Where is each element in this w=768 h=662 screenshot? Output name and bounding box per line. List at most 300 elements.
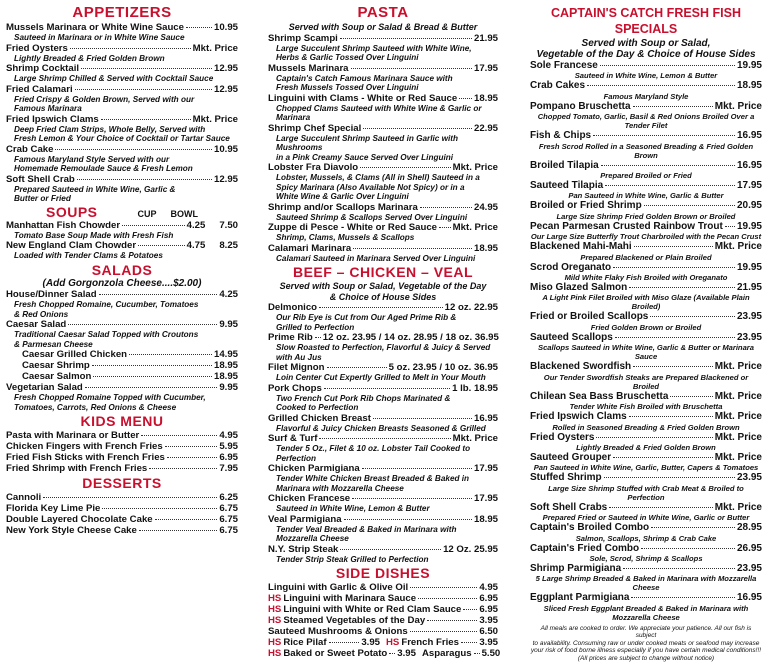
item-price: 16.95 (473, 412, 498, 424)
item-price: 4.95 (479, 582, 498, 593)
item-price: 28.95 (736, 522, 762, 534)
item-price: 23.95 (736, 562, 762, 574)
menu-item (6, 22, 238, 33)
item-description: Mild White Flaky Fish Broiled with Oreganato (564, 273, 728, 283)
fish-item (530, 80, 762, 91)
item-price: Mkt. Price (192, 113, 238, 125)
item-name: House/Dinner Salad (6, 289, 97, 300)
item-description: Sole, Scrod, Shrimp & Scallops (589, 553, 703, 563)
item-price: 7.95 (219, 463, 238, 474)
cup-label: CUP (137, 208, 157, 219)
item-price: 4.25 (219, 289, 238, 300)
dot-leader (344, 519, 472, 520)
item-description: Homemade Remoulade Sauce & Fresh Lemon (14, 164, 193, 173)
item-price: 10.95 (213, 22, 238, 33)
item-price: 6.75 (219, 525, 238, 536)
salad-item (6, 382, 238, 393)
pasta-item (268, 222, 498, 233)
soup-item (6, 220, 238, 231)
entree-item (268, 433, 498, 444)
item-name: Soft Shell Crab (6, 173, 75, 185)
dessert-item (6, 525, 238, 536)
item-price: 3.95 (479, 615, 498, 626)
kids-item (6, 463, 238, 474)
desserts-list (6, 492, 238, 536)
item-description: Chopped Tomato, Garlic, Basil & Red Onions Broiled Over a Tender Filet (537, 112, 755, 131)
item-name: Shrimp and/or Scallops Marinara (268, 201, 418, 213)
item-description: Slow Roasted to Perfection, Flavorful & Juicy & Served with Au Jus (276, 343, 491, 362)
fish-item (530, 391, 762, 402)
item-price: 18.95 (213, 360, 238, 371)
soups-title: SOUPS (45, 203, 98, 220)
pasta-title: PASTA (357, 4, 409, 21)
menu-item (6, 114, 238, 125)
item-description: Large Size Shrimp Fried Golden Brown or Broiled (556, 211, 736, 221)
column-middle (268, 4, 501, 659)
dot-leader (122, 225, 185, 226)
item-description: Lobster, Mussels, & Clams (All in Shell) Sauteed in a (276, 173, 480, 182)
item-price: 17.95 (736, 180, 762, 192)
item-name: Fried Oysters (6, 42, 68, 54)
item-price: Mkt. Price (714, 411, 762, 423)
column-left (6, 4, 238, 536)
menu-item (6, 144, 238, 155)
item-name: Linguini with Marinara Sauce (283, 593, 417, 604)
item-description: Sauteed in Marinara or in White Wine Sauce (14, 33, 185, 42)
item-price: 6.25 (219, 492, 238, 503)
item-description: Calamari Sauteed in Marinara Served Over Linguini (276, 253, 476, 263)
item-description: Famous Maryland Style Served with our (14, 154, 170, 164)
item-price: 21.95 (473, 32, 498, 44)
item-price: 12 oz. 23.95 / 14 oz. 28.95 / 18 oz. 36.95 (322, 332, 499, 343)
item-name: Chilean Sea Bass Bruschetta (530, 390, 669, 402)
fish-item (530, 311, 762, 322)
item-price: 12 Oz. 25.95 (443, 543, 498, 555)
item-price: 10.95 (213, 143, 238, 155)
item-name: Pompano Bruschetta (530, 100, 631, 112)
fish-item (530, 332, 762, 343)
item-name: Caesar Salad (6, 319, 67, 330)
item-description: Prepared Broiled or Fried (600, 171, 692, 181)
dot-leader (141, 435, 217, 436)
dot-leader (410, 631, 478, 632)
item-price: 16.95 (736, 130, 762, 142)
footnote-line: to availability. Consuming raw or under cooked meats or seafood may increase (532, 639, 760, 647)
item-name: Stuffed Shrimp (530, 472, 602, 484)
dot-leader (353, 248, 472, 249)
bowl-price: 7.50 (219, 219, 238, 231)
dot-leader (373, 418, 472, 419)
fish-item (530, 543, 762, 554)
footnote-line: your risk of food borne illness especially if you have certain medical conditions!!! (530, 647, 762, 655)
item-description: Fresh Lemon & Your Choice of Cocktail or Tartar Sauce (14, 134, 230, 143)
item-description: White Wine & Garlic Over Linguini (276, 192, 409, 201)
item-description: Fresh Chopped Romaine, Cucumber, Tomatoes (14, 300, 199, 309)
side-item (268, 615, 498, 626)
item-name: Eggplant Parmigiana (530, 592, 630, 604)
item-price: Mkt. Price (714, 390, 762, 402)
item-price: 19.95 (736, 220, 762, 232)
dot-leader (615, 337, 735, 338)
fish-item (530, 282, 762, 293)
dessert-item (6, 503, 238, 514)
item-description: Large Succulent Shrimp Sauteed with White Wine, (276, 43, 472, 53)
item-name: Linguini with White or Red Clam Sauce (283, 604, 462, 615)
side-item (386, 637, 498, 648)
footnote-line: (All prices are subject to change without notice) (577, 654, 715, 662)
item-name: Pork Chops (268, 382, 322, 394)
item-name: Miso Glazed Salmon (530, 282, 628, 294)
captain-list (530, 60, 762, 622)
dot-leader (319, 307, 443, 308)
kids-item (6, 430, 238, 441)
item-price: 4.95 (219, 430, 238, 441)
item-name: Blackened Swordfish (530, 361, 632, 373)
item-price: 14.95 (213, 349, 238, 360)
fish-item (530, 101, 762, 112)
entree-item (268, 463, 498, 474)
cup-price: 4.25 (186, 219, 206, 231)
item-name: N.Y. Strip Steak (268, 543, 339, 555)
dot-leader (613, 267, 735, 268)
beef-title: BEEF – CHICKEN – VEAL (292, 264, 474, 280)
item-name: Sauteed Mushrooms & Onions (268, 626, 408, 637)
item-name: Scrod Oreganato (530, 261, 612, 273)
item-description: Sauteed in White Wine, Lemon & Butter (574, 71, 718, 81)
dot-leader (99, 294, 218, 295)
item-name: Cannoli (6, 492, 42, 503)
item-description: Famous Maryland Style (603, 91, 689, 101)
entree-item (268, 383, 498, 394)
salad-item (6, 319, 238, 330)
item-price: Mkt. Price (714, 100, 762, 112)
item-name: Broiled Tilapia (530, 159, 599, 171)
dot-leader (633, 366, 713, 367)
cup-price: 4.75 (186, 240, 206, 251)
dot-leader (340, 38, 472, 39)
beef-subtitle-1: Served with Soup or Salad, Vegetable of the Day (279, 281, 487, 291)
dot-leader (604, 477, 735, 478)
item-description: Pan Sauteed in White Wine, Garlic, Butter, Capers & Tomatoes (533, 463, 759, 473)
dot-leader (670, 396, 712, 397)
house-side-mark: HS (386, 637, 400, 648)
dot-leader (351, 68, 472, 69)
dot-leader (352, 498, 472, 499)
item-name: Caesar Salmon (22, 371, 92, 382)
item-description: Butter or Fried (14, 194, 71, 203)
dot-leader (138, 245, 185, 246)
item-description: Tomato Base Soup Made with Fresh Fish (14, 230, 174, 240)
item-description: A Light Pink Filet Broiled with Miso Glaze (Available Plain Broiled) (542, 293, 750, 312)
item-description: Mozzarella Cheese (276, 534, 349, 543)
item-price: 17.95 (473, 62, 498, 74)
item-description: Large Shrimp Chilled & Served with Cocktail Sauce (14, 74, 214, 83)
dot-leader (631, 597, 735, 598)
item-name: Grilled Chicken Breast (268, 412, 371, 424)
dot-leader (319, 438, 450, 439)
dot-leader (596, 437, 712, 438)
item-name: Fish & Chips (530, 130, 592, 142)
house-side-mark: HS (268, 615, 282, 626)
entree-item (268, 302, 498, 313)
dot-leader (55, 149, 212, 150)
item-name: Crab Cakes (530, 80, 586, 92)
captain-subtitle-1: Served with Soup or Salad, (581, 38, 711, 49)
dot-leader (427, 620, 477, 621)
dot-leader (650, 316, 735, 317)
item-price: 23.95 (736, 331, 762, 343)
house-side-mark: HS (268, 637, 282, 648)
item-price: 24.95 (473, 201, 498, 213)
dot-leader (149, 468, 217, 469)
item-description: Our Rib Eye is Cut from Our Aged Prime Rib & (276, 313, 457, 322)
item-description: Sliced Fresh Eggplant Breaded & Baked in Marinara with Mozzarella Cheese (543, 603, 749, 622)
item-description: Our Tender Swordfish Steaks are Prepared Blackened or Broiled (543, 372, 749, 391)
fish-item (530, 60, 762, 71)
dot-leader (420, 207, 472, 208)
dot-leader (461, 642, 477, 643)
dot-leader (633, 106, 713, 107)
item-name: Vegetarian Salad (6, 382, 83, 393)
item-price: 12.95 (213, 173, 238, 185)
item-price: 5 oz. 23.95 / 10 oz. 36.95 (388, 362, 498, 373)
dot-leader (644, 205, 735, 206)
item-description: Fresh Mussels Tossed Over Linguini (276, 83, 419, 92)
item-description: Tomatoes, Carrots, Red Onions & Cheese (14, 402, 177, 412)
dot-leader (459, 98, 472, 99)
item-price: 20.95 (736, 200, 762, 212)
item-name: Lobster Fra Diavolo (268, 162, 359, 173)
dot-leader (623, 568, 735, 569)
side-item (268, 626, 498, 637)
item-price: Mkt. Price (714, 361, 762, 373)
item-description: Fried Crispy & Golden Brown, Served with our (14, 94, 195, 104)
pasta-item (268, 202, 498, 213)
item-description: Spicy Marinara (Also Available Not Spicy) or in a (276, 182, 465, 192)
item-name: New York Style Cheese Cake (6, 525, 137, 536)
fish-item (530, 361, 762, 372)
item-name: Prime Rib (268, 332, 313, 343)
item-name: Chicken Fingers with French Fries (6, 441, 163, 452)
item-name: Sauteed Grouper (530, 451, 612, 463)
item-name: Chicken Francese (268, 493, 351, 504)
appetizers-list (6, 22, 238, 204)
item-price: 19.95 (736, 261, 762, 273)
item-price: 3.95 (479, 637, 498, 648)
pasta-item (268, 162, 498, 173)
item-description: Traditional Caesar Salad Topped with Croutons (14, 330, 199, 339)
fish-item (530, 411, 762, 422)
item-description: Flavorful & Juicy Chicken Breasts Seasoned & Grilled (276, 423, 486, 433)
dot-leader (327, 367, 387, 368)
item-description: & Red Onions (14, 309, 69, 319)
item-name: Filet Mignon (268, 362, 325, 373)
dot-leader (474, 653, 480, 654)
item-price: Mkt. Price (714, 431, 762, 443)
item-price: Mkt. Price (714, 241, 762, 253)
pasta-item (268, 243, 498, 254)
item-name: Sauteed Tilapia (530, 180, 604, 192)
footnote-line: All meals are cooked to order. We appreciate your patience. All our fish is subject (540, 624, 752, 640)
item-name: Linguini with Clams - White or Red Sauce (268, 92, 458, 104)
item-price: 6.50 (479, 626, 498, 637)
beef-list (268, 302, 498, 564)
item-description: Tender White Chicken Breast Breaded & Baked in (276, 474, 470, 483)
item-description: Fresh Scrod Rolled in a Seasoned Breading & Fried Golden Brown (538, 141, 754, 160)
dot-leader (641, 548, 735, 549)
house-side-mark: HS (268, 593, 282, 604)
item-description: & Parmesan Cheese (14, 339, 93, 349)
item-price: 18.95 (736, 80, 762, 92)
dot-leader (139, 530, 217, 531)
item-price: 22.95 (473, 122, 498, 134)
item-price: 6.75 (219, 514, 238, 525)
item-description: Salmon, Scallops, Shrimp & Crab Cake (575, 533, 717, 543)
item-price: 16.95 (736, 592, 762, 604)
item-name: Soft Shell Crabs (530, 501, 608, 513)
dot-leader (93, 376, 212, 377)
item-price: Mkt. Price (452, 433, 498, 444)
dot-leader (389, 653, 395, 654)
salads-title: SALADS (91, 261, 153, 278)
item-description: Deep Fried Clam Strips, Whole Belly, Served with (14, 124, 206, 134)
item-price: 5.50 (481, 648, 501, 659)
dot-leader (363, 128, 472, 129)
item-price: Mkt. Price (714, 501, 762, 513)
item-price: 26.95 (736, 542, 762, 554)
item-name: French Fries (401, 637, 459, 648)
dot-leader (43, 497, 217, 498)
item-description: Prepared Fried or Sauteed in White Wine, Garlic or Butter (542, 513, 750, 523)
item-description: Famous Marinara (14, 104, 82, 113)
item-price: 6.95 (479, 604, 498, 615)
item-name: New England Clam Chowder (6, 240, 137, 251)
item-description: Grilled to Perfection (276, 322, 355, 332)
item-name: Blackened Mahi-Mahi (530, 241, 632, 253)
captain-title: CAPTAIN'S CATCH FRESH FISH SPECIALS (550, 6, 741, 36)
fish-item (530, 262, 762, 273)
fish-item (530, 452, 762, 463)
item-name: Shrimp Parmigiana (530, 562, 622, 574)
item-name: Broiled or Fried Shrimp (530, 200, 642, 212)
dot-leader (315, 337, 321, 338)
item-description: Prepared Sauteed in White Wine, Garlic & (14, 184, 176, 194)
dot-leader (329, 642, 360, 643)
item-name: Steamed Vegetables of the Day (283, 615, 426, 626)
dot-leader (70, 48, 191, 49)
fish-item (530, 180, 762, 191)
item-price: Mkt. Price (452, 162, 498, 173)
side-item (268, 593, 498, 604)
item-name: Surf & Turf (268, 433, 318, 444)
fish-item (530, 160, 762, 171)
side-item (268, 582, 498, 593)
pasta-item (268, 93, 498, 104)
kids-item (6, 441, 238, 452)
captain-subtitle-2: Vegetable of the Day & Choice of House Sides (536, 49, 756, 60)
item-name: Pecan Parmesan Crusted Rainbow Trout (530, 220, 723, 232)
item-description: Prepared Blackened or Plain Broiled (580, 252, 712, 262)
item-name: Asparagus (421, 648, 472, 659)
item-description: Scallops Sauteed in White Wine, Garlic & Butter or Marinara Sauce (538, 343, 754, 362)
fish-item (530, 563, 762, 574)
caesar-option (6, 360, 238, 371)
side-item (268, 648, 416, 659)
fish-item (530, 472, 762, 483)
dot-leader (101, 119, 191, 120)
dot-leader (102, 508, 217, 509)
entree-item (268, 413, 498, 424)
item-name: Fried or Broiled Scallops (530, 311, 649, 323)
beef-subtitle-2: & Choice of House Sides (329, 291, 437, 302)
dot-leader (81, 68, 212, 69)
kids-title: KIDS MENU (80, 413, 164, 429)
dot-leader (587, 85, 735, 86)
item-name: Caesar Shrimp (22, 360, 90, 371)
item-description: Lightly Breaded & Fried Golden Brown (576, 442, 716, 452)
item-description: Marinara with Mozzarella Cheese (276, 483, 404, 493)
kids-list (6, 430, 238, 474)
item-name: Manhattan Fish Chowder (6, 219, 121, 231)
item-price: 9.95 (219, 382, 238, 393)
item-name: Crab Cake (6, 143, 54, 155)
fish-item (530, 241, 762, 252)
dot-leader (410, 587, 477, 588)
item-name: Captain's Broiled Combo (530, 522, 650, 534)
fish-item (530, 130, 762, 141)
side-pair-row (268, 648, 501, 659)
salads-list (6, 289, 238, 412)
item-description: Sauteed Shrimp & Scallops Served Over Linguini (276, 212, 468, 222)
entree-item (268, 362, 498, 373)
dot-leader (68, 324, 217, 325)
item-name: Fried Oysters (530, 431, 595, 443)
item-name: Fried Ipswich Clams (530, 411, 627, 423)
item-name: Shrimp Cocktail (6, 63, 80, 74)
dot-leader (77, 179, 212, 180)
fish-item (530, 200, 762, 211)
dot-leader (85, 387, 218, 388)
pasta-subtitle: Served with Soup or Salad & Bread & Butter (288, 22, 478, 32)
item-name: Pasta with Marinara or Butter (6, 430, 140, 441)
dot-leader (165, 446, 218, 447)
menu-item (6, 43, 238, 54)
item-name: Rice Pilaf (283, 637, 327, 648)
item-description: Chopped Clams Sauteed with White Wine & Garlic or Marinara (276, 103, 482, 122)
item-name: Florida Key Lime Pie (6, 503, 101, 514)
caesar-option (6, 349, 238, 360)
pasta-list (268, 33, 498, 264)
item-description: Fried Golden Brown or Broiled (590, 322, 702, 332)
item-description: Cooked to Perfection (276, 403, 359, 412)
item-price: Mkt. Price (192, 42, 238, 54)
item-price: 16.95 (736, 159, 762, 171)
house-side-mark: HS (268, 648, 282, 659)
dot-leader (360, 167, 451, 168)
dot-leader (600, 65, 735, 66)
fish-item (530, 221, 762, 232)
side-item (268, 637, 380, 648)
bowl-label: BOWL (170, 208, 199, 219)
fish-item (530, 522, 762, 533)
item-price: Mkt. Price (452, 222, 498, 233)
pasta-item (268, 63, 498, 74)
item-description: Large Succulent Shrimp Sauteed in Garlic with Mushrooms (276, 133, 458, 152)
item-price: 1 lb. 18.95 (452, 382, 498, 394)
sides-title: SIDE DISHES (335, 565, 431, 581)
dot-leader (629, 287, 735, 288)
item-price: 18.95 (473, 242, 498, 254)
